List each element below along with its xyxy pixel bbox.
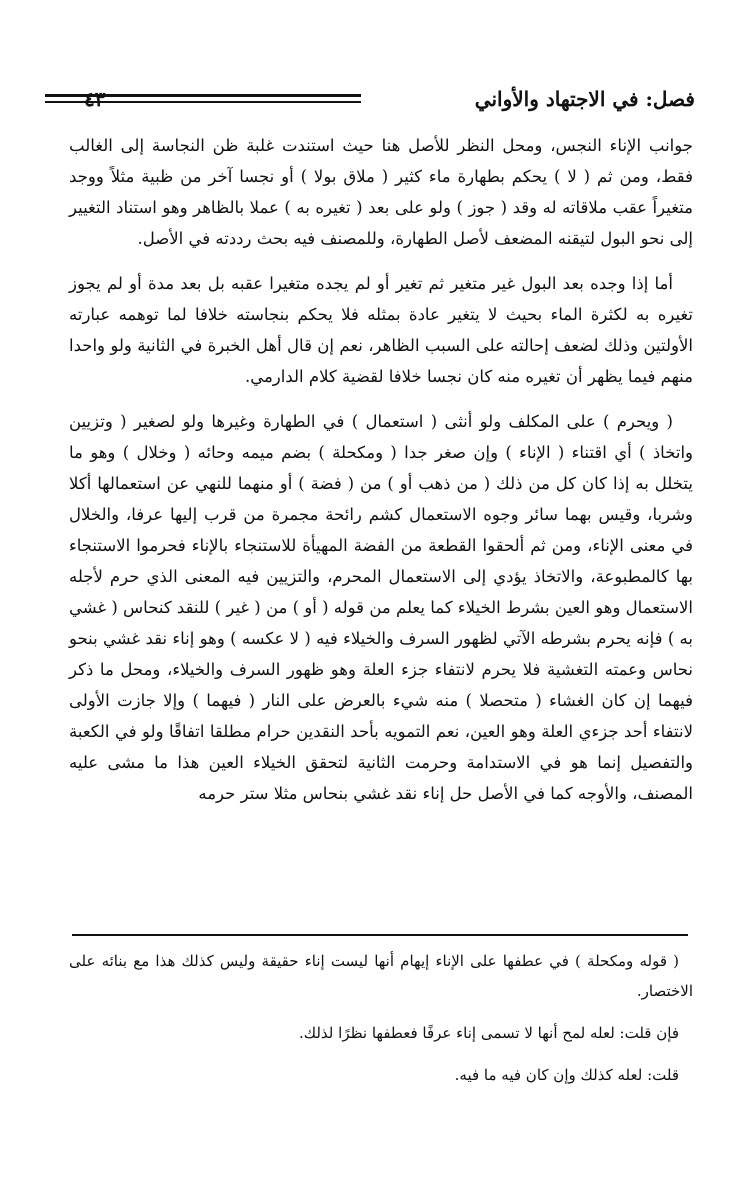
footnotes	[69, 946, 693, 1102]
footnote: ( قوله ومكحلة ) في عطفها على الإناء إيهام أنها ليست إناء حقيقة وليس كذلك هذا مع بنائه على الاختصار.	[69, 952, 693, 1000]
paragraph: جوانب الإناء النجس، ومحل النظر للأصل هنا حيث استندت غلبة ظن النجاسة إلى الغالب فقط، ومن ثم ( لا ) يحكم بطهارة ماء كثير ( ملاق بولا ) أو نجسا آخر من ظبية مثلاً ووجد متغيراً عقب ملاقاته له وقد ( جوز ) ولو على بعد ( تغيره به ) عملا بالظاهر وهو استناد التغيير إلى نحو البول لتيقنه المضعف لأصل الطهارة، وللمصنف فيه بحث رددته في الأصل.	[69, 136, 693, 248]
running-header	[62, 84, 695, 114]
main-text	[69, 130, 693, 823]
footnote: فإن قلت: لعله لمح أنها لا تسمى إناء عرفًا فعطفها نظرًا لذلك.	[298, 1024, 679, 1042]
paragraph: أما إذا وجده بعد البول غير متغير ثم تغير أو لم يجده متغيرا عقبه بل بعد مدة أو لم يجوز تغيره به لكثرة الماء بحيث لا يتغير عادة بمثله فلا يحكم بنجاسته خلافا لما توهمه عبارته الأولتين وذلك لضعف إحالته على السبب الظاهر، نعم إن قال أهل الخبرة في الثانية ولو واحدا منهم فيما يظهر أن تغيره منه كان نجسا خلافا لقضية كلام الدارمي.	[69, 274, 693, 386]
footnote: قلت: لعله كذلك وإن كان فيه ما فيه.	[454, 1066, 679, 1084]
footnote-separator	[72, 934, 688, 936]
page-number: ٤٣	[84, 87, 106, 111]
paragraph: ( ويحرم ) على المكلف ولو أنثى ( استعمال ) في الطهارة وغيرها ولو لصغير ( وتزيين واتخاذ ) أي اقتناء ( الإناء ) وإن صغر جدا ( ومكحلة ) بضم ميمه وحائه ( وخلال ) وهو ما يتخلل به إذا كان كل من ذلك ( من ذهب أو ) من ( فضة ) أو منهما للنهي عن استعمالها أكلا وشربا، وقيس بهما سائر وجوه الاستعمال كشم رائحة مجمرة من قرب إليها عرفا، والخلال في معنى الإناء، ومن ثم ألحقوا القطعة من الفضة المهيأة للاستنجاء بالإناء فحرموا الاستنجاء بها كالمطبوعة، والاتخاذ يؤدي إلى الاستعمال المحرم، والتزيين فيه المعنى الذي حرم لأجله الاستعمال وهو العين بشرط الخيلاء كما يعلم من قوله ( أو ) من ( غير ) للنقد كنحاس ( غشي به ) فإنه يحرم بشرطه الآتي لظهور السرف والخيلاء فيه ( لا عكسه ) وهو إناء نقد غشي بنحو نحاس وعمته التغشية فلا يحرم لانتفاء جزء العلة وهو ظهور السرف والخيلاء، ومحل ما ذكر فيهما إن كان الغشاء ( متحصلا ) منه شيء بالعرض على النار ( فيهما ) وإلا جازت الأولى لانتفاء أحد جزءي العلة وهو العين، نعم التمويه بأحد النقدين حرام مطلقا اتفاقًا ولو في الكعبة والتفصيل إنما هو في الاستدامة وحرمت الثانية لتحقق الخيلاء العين هذا ما مشى عليه المصنف، والأوجه كما في الأصل حل إناء نقد غشي بنحاس مثلا ستر حرمه	[69, 412, 693, 803]
chapter-title: فصل: في الاجتهاد والأواني	[474, 87, 695, 111]
header-rule-left	[56, 94, 78, 103]
